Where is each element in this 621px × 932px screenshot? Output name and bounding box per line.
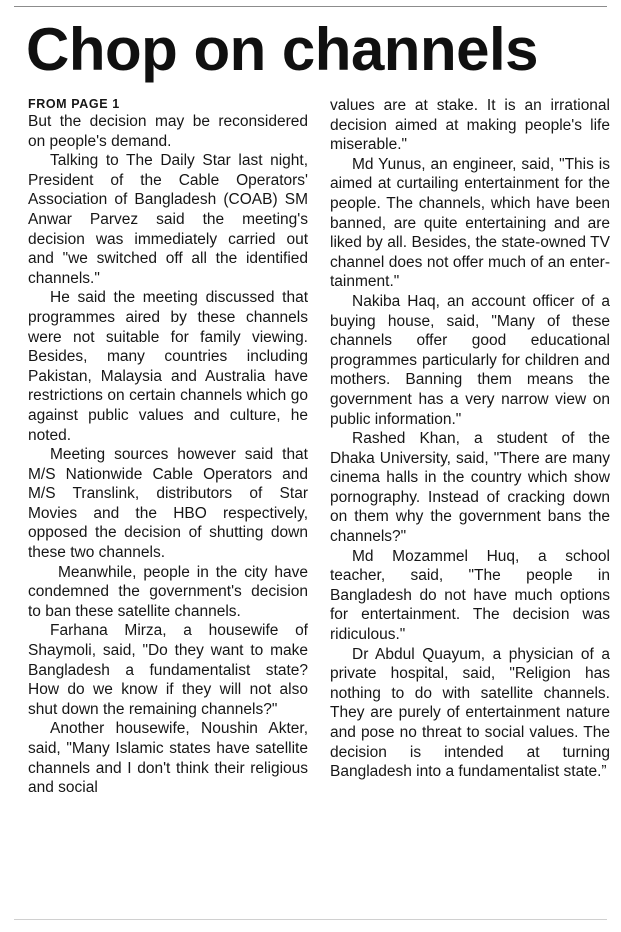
bottom-rule xyxy=(14,919,607,920)
paragraph: Nakiba Haq, an account officer of a buying house, said, "Many of these channels offer good educational programmes particularly for children and mothers. Banning them means the government has a very narrow view on public information." xyxy=(330,292,610,428)
article-body xyxy=(28,96,610,908)
paragraph: Another housewife, Noushin Akter, said, "Many Islamic states have satellite channels and I don't think their religious and social xyxy=(28,720,308,797)
paragraph: values are at stake. It is an irrational decision aimed at making people's life miserable." xyxy=(330,97,610,154)
left-column xyxy=(28,96,308,798)
headline: Chop on channels xyxy=(26,16,539,83)
paragraph: Md Mozammel Huq, a school teacher, said, "The people in Bangladesh do not have much options for entertainment. The decision was ridiculous." xyxy=(330,547,610,644)
paragraph: Meeting sources however said that M/S Nationwide Cable Operators and M/S Translink, distributors of Star Movies and the HBO respectively, opposed the decision of shutting down these two channels. xyxy=(28,446,308,562)
paragraph: But the decision may be reconsidered on people's demand. xyxy=(28,113,308,150)
paragraph: Md Yunus, an engineer, said, "This is aimed at curtailing entertainment for the people. The channels, which have been banned, are quite entertaining and are liked by all. Besides, the state-owned TV channel does not offer much of an entertainment." xyxy=(330,155,610,291)
paragraph: Talking to The Daily Star last night, President of the Cable Operators' Association of Bangladesh (COAB) SM Anwar Parvez said the meeting's decision was immediately carried out and "we switched off all the identified channels." xyxy=(28,152,308,287)
right-column xyxy=(330,96,610,782)
paragraph: Rashed Khan, a student of the Dhaka University, said, "There are many cinema halls in the country which show pornography. Instead of cracking down on them why the government bans the channels?" xyxy=(330,430,610,546)
jump-label: FROM PAGE 1 xyxy=(28,97,120,111)
paragraph: He said the meeting discussed that programmes aired by these channels were not suitable for family viewing. Besides, many countries including Pakistan, Malaysia and Australia have restrictions on certain channels which go against public values and culture, he noted. xyxy=(28,289,308,444)
paragraph: Dr Abdul Quayum, a physician of a private hospital, said, "Religion has nothing to do with satellite channels. They are purely of entertainment nature and pose no threat to social values. The decision is intended at turning Bangladesh into a fundamentalist state.” xyxy=(330,645,610,781)
paragraph: Farhana Mirza, a housewife of Shaymoli, said, "Do they want to make Bangladesh a fundamentalist state? How do we know if they will not also shut down the remaining channels?" xyxy=(28,622,308,718)
top-rule xyxy=(14,6,607,7)
paragraph: Meanwhile, people in the city have condemned the government's decision to ban these satellite channels. xyxy=(28,563,308,620)
